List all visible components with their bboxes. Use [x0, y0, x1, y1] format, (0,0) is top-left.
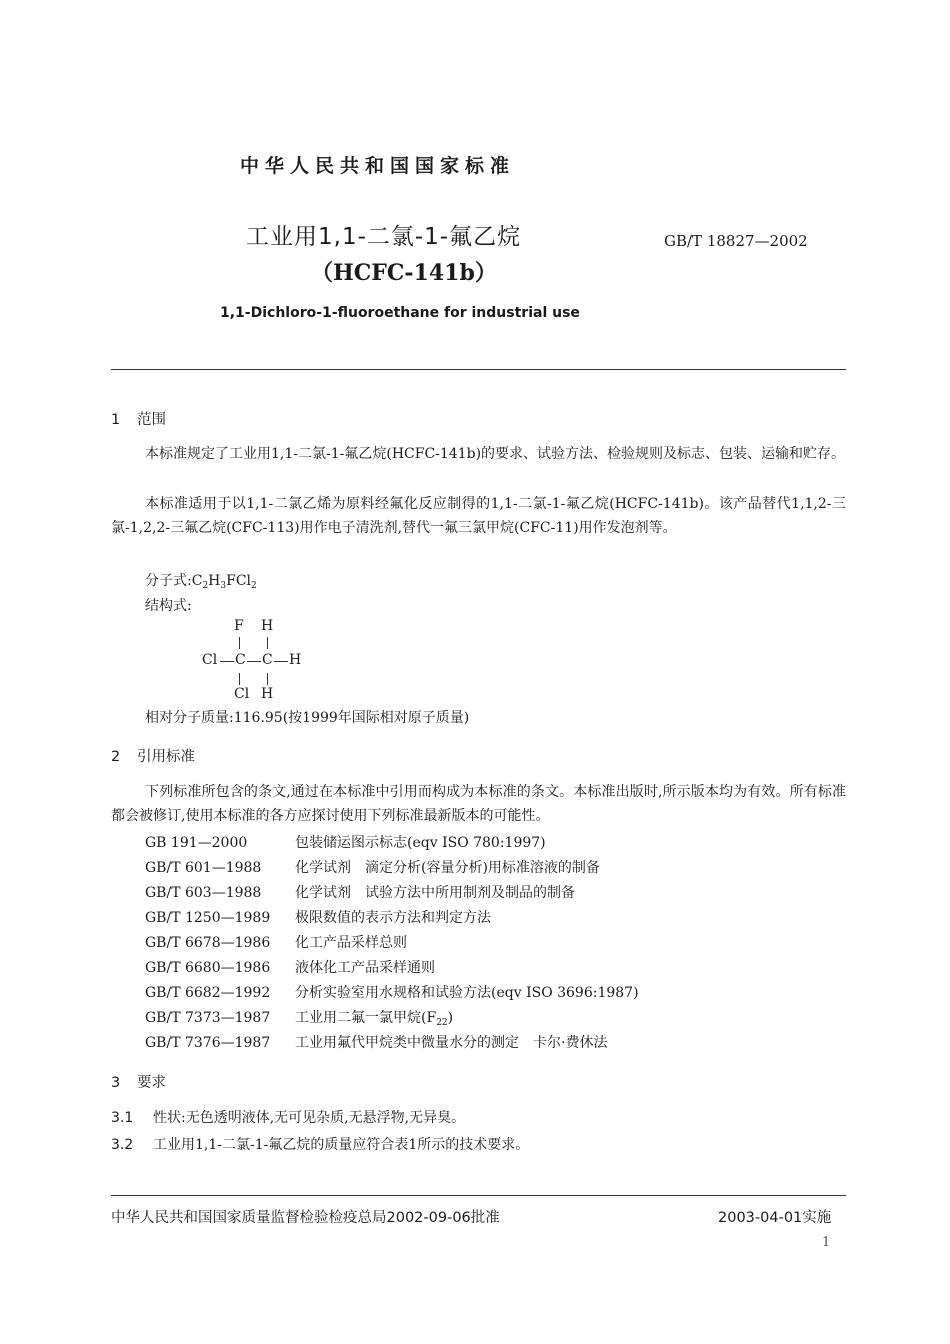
atom-f: F	[234, 618, 244, 634]
english-title: 1,1-Dichloro-1-fluoroethane for industrial use	[220, 305, 580, 321]
reference-item	[145, 832, 546, 852]
reference-title: 液体化工产品采样通则	[295, 960, 435, 976]
reference-code: GB/T 603—1988	[145, 885, 262, 901]
document-title-abbrev: （HCFC-141b）	[311, 260, 497, 286]
formula-rest: FCl	[226, 573, 252, 589]
reference-item	[145, 1032, 607, 1052]
header-divider	[111, 369, 846, 370]
requirement-number: 3.1	[111, 1110, 134, 1126]
requirement-text: 工业用1,1-二氯-1-氟乙烷的质量应符合表1所示的技术要求。	[153, 1137, 530, 1153]
reference-item	[145, 1007, 453, 1028]
reference-code: GB 191—2000	[145, 835, 248, 851]
section-3-heading	[111, 1071, 166, 1092]
reference-title: 化学试剂 试验方法中所用制剂及制品的制备	[295, 885, 575, 901]
footer-divider	[111, 1195, 846, 1196]
molecular-formula	[145, 570, 257, 591]
bond-horizontal	[247, 661, 261, 662]
reference-title: 工业用氟代甲烷类中微量水分的测定 卡尔·费休法	[295, 1035, 608, 1051]
atom-cl-left: Cl	[202, 652, 218, 668]
reference-item	[145, 857, 600, 877]
section-2-heading	[111, 745, 195, 766]
relative-molecular-mass: 相对分子质量:116.95(按1999年国际相对原子质量)	[145, 710, 470, 726]
bond-vertical	[239, 637, 240, 649]
document-title: 工业用1,1-二氯-1-氟乙烷	[246, 224, 522, 250]
reference-code: GB/T 7373—1987	[145, 1010, 271, 1026]
bond-horizontal	[220, 661, 234, 662]
formula-cl-sub: 2	[251, 581, 257, 591]
reference-title: 工业用二氟一氯甲烷(F	[295, 1010, 437, 1026]
bond-vertical	[267, 673, 268, 685]
atom-h-bottom: H	[261, 686, 274, 702]
standard-code: GB/T 18827—2002	[664, 232, 808, 250]
reference-code: GB/T 6682—1992	[145, 985, 271, 1001]
atom-h-right: H	[289, 652, 302, 668]
atom-h-top: H	[261, 618, 274, 634]
formula-c: C	[191, 573, 203, 589]
reference-item	[145, 882, 575, 902]
section-number: 3	[111, 1075, 121, 1091]
bond-vertical	[239, 673, 240, 685]
structure-label: 结构式:	[145, 598, 192, 614]
reference-item	[145, 982, 639, 1002]
section-title: 要求	[137, 1075, 166, 1091]
requirement-number: 3.2	[111, 1137, 134, 1153]
reference-subscript: 22	[436, 1018, 448, 1028]
approval-statement: 中华人民共和国国家质量监督检验检疫总局2002-09-06批准	[111, 1210, 500, 1226]
reference-code: GB/T 6680—1986	[145, 960, 271, 976]
section-1-heading	[111, 408, 166, 429]
formula-h-sub: 3	[220, 581, 227, 591]
atom-c2: C	[262, 652, 273, 668]
reference-title: 极限数值的表示方法和判定方法	[295, 910, 491, 926]
section-1-para-1: 本标准规定了工业用1,1-二氯-1-氟乙烷(HCFC-141b)的要求、试验方法、检验规则及标志、包装、运输和贮存。	[145, 446, 846, 462]
reference-code: GB/T 1250—1989	[145, 910, 271, 926]
page-number: 1	[822, 1235, 831, 1250]
requirement-text: 性状:无色透明液体,无可见杂质,无悬浮物,无异臭。	[153, 1110, 466, 1126]
reference-title: 化工产品采样总则	[295, 935, 407, 951]
reference-item	[145, 957, 435, 977]
national-standard-heading: 中华人民共和国国家标准	[240, 155, 516, 177]
reference-title: 包装储运图示标志(eqv ISO 780:1997)	[295, 835, 546, 851]
reference-code: GB/T 6678—1986	[145, 935, 271, 951]
bond-horizontal	[274, 661, 288, 662]
atom-cl-bottom: Cl	[234, 686, 250, 702]
implementation-date: 2003-04-01实施	[718, 1210, 832, 1226]
atom-c1: C	[235, 652, 246, 668]
formula-c-sub: 2	[202, 581, 209, 591]
reference-title: 分析实验室用水规格和试验方法(eqv ISO 3696:1987)	[295, 985, 639, 1001]
section-title: 引用标准	[137, 749, 195, 765]
structural-formula	[200, 618, 310, 708]
formula-label: 分子式:	[145, 573, 192, 589]
reference-item	[145, 932, 407, 952]
requirement-item	[111, 1134, 529, 1154]
bond-vertical	[267, 637, 268, 649]
reference-item	[145, 907, 491, 927]
reference-title: 化学试剂 滴定分析(容量分析)用标准溶液的制备	[295, 860, 600, 876]
section-number: 2	[111, 749, 121, 765]
section-title: 范围	[137, 412, 166, 428]
formula-h: H	[208, 573, 221, 589]
requirement-item	[111, 1107, 465, 1127]
section-1-para-2: 本标准适用于以1,1-二氯乙烯为原料经氟化反应制得的1,1-二氯-1-氟乙烷(HCFC-141b)。该产品替代1,1,2-三氯-1,2,2-三氟乙烷(CFC-113)用作电子清洗剂,替代一氟三氯甲烷(CFC-11)用作发泡剂等。	[111, 496, 846, 536]
section-number: 1	[111, 412, 121, 428]
reference-title-end: )	[447, 1010, 454, 1026]
section-2-para-1: 下列标准所包含的条文,通过在本标准中引用而构成为本标准的条文。本标准出版时,所示版本均为有效。所有标准都会被修订,使用本标准的各方应探讨使用下列标准最新版本的可能性。	[111, 784, 846, 824]
reference-code: GB/T 7376—1987	[145, 1035, 271, 1051]
reference-code: GB/T 601—1988	[145, 860, 262, 876]
